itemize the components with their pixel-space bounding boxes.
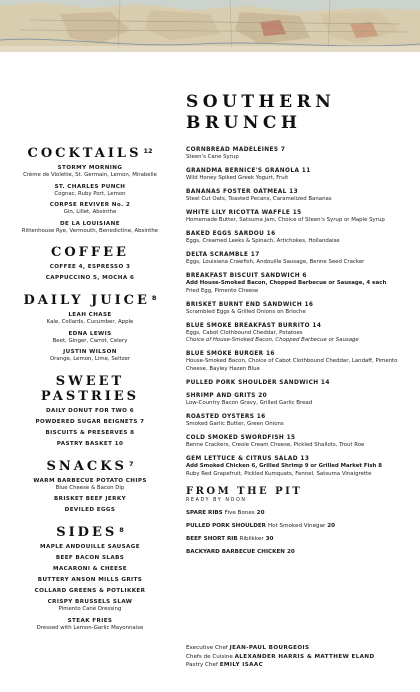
- brunch-item: [186, 188, 414, 204]
- brunch-item: [186, 230, 414, 246]
- item-name: [4, 440, 176, 448]
- brunch-item: [186, 434, 414, 450]
- menu-item: [4, 543, 176, 551]
- pit-title: FROM THE PIT: [186, 486, 303, 497]
- brunch-item: [186, 167, 414, 183]
- item-description: Wild Honey Spiked Greek Yogurt, Fruit: [186, 175, 289, 181]
- item-name: [186, 434, 414, 442]
- section-title-text: COFFEE: [51, 245, 129, 260]
- item-price: 10: [114, 440, 124, 447]
- item-name: [4, 407, 176, 415]
- brunch-item: [186, 146, 414, 162]
- menu-item: [4, 598, 176, 614]
- item-name: [186, 392, 414, 400]
- item-name-text: JUSTIN WILSON: [63, 349, 117, 355]
- pit-item-price: 20: [327, 523, 336, 529]
- item-description: Blue Cheese & Bacon Dip: [55, 484, 125, 491]
- menu-item: [4, 164, 176, 180]
- item-description: Low-Country Bacon Gravy, Grilled Garlic Bread: [186, 400, 313, 406]
- item-price: 17: [250, 252, 260, 258]
- pit-item-name: BACKYARD BARBECUE CHICKEN: [186, 549, 285, 555]
- item-name-text: PASTRY BASKET: [56, 440, 113, 447]
- item-name-text: PULLED PORK SHOULDER SANDWICH: [186, 379, 319, 386]
- item-name-text: SHRIMP AND GRITS: [186, 393, 256, 399]
- menu-item: [4, 274, 176, 282]
- chef-name: EMILY ISAAC: [219, 662, 264, 668]
- menu-section: [4, 374, 176, 448]
- menu-section: [4, 523, 176, 632]
- item-price: 6: [129, 407, 134, 414]
- brunch-item: [186, 272, 414, 295]
- item-name: [4, 201, 176, 209]
- pit-item-price: 30: [265, 536, 274, 542]
- brunch-item: [186, 392, 414, 408]
- item-description: Fried Egg, Pimento Cheese: [186, 287, 259, 294]
- item-name: [4, 274, 176, 282]
- item-name: [186, 379, 414, 387]
- menu-item: [4, 183, 176, 199]
- brunch-item: [186, 322, 414, 345]
- chef-role: Pastry Chef: [186, 662, 218, 668]
- chef-role: Executive Chef: [186, 645, 228, 651]
- menu-item: [4, 576, 176, 584]
- menu-item: [4, 418, 176, 426]
- right-column: [186, 92, 414, 555]
- item-name: [4, 543, 176, 551]
- pit-item-name: SPARE RIBS: [186, 510, 223, 516]
- chef-line: [186, 644, 375, 653]
- menu-item: [4, 587, 176, 595]
- section-title-text: SWEET PASTRIES: [40, 373, 140, 404]
- pit-item-description: Riblikker: [239, 536, 264, 542]
- item-name: [4, 330, 176, 338]
- item-name: [4, 183, 176, 191]
- section-title-text: SIDES: [56, 525, 118, 540]
- item-name-text: CRISPY BRUSSELS SLAW: [47, 599, 133, 605]
- item-name-text: GEM LETTUCE & CITRUS SALAD: [186, 456, 298, 462]
- item-addon: Add House-Smoked Bacon, Chopped Barbecue or Sausage, 4 each: [186, 280, 387, 286]
- item-name: [4, 576, 176, 584]
- section-price: 7: [128, 459, 134, 468]
- item-name: [186, 350, 414, 358]
- item-name: [4, 418, 176, 426]
- item-name-text: BLUE SMOKE BREAKFAST BURRITO: [186, 322, 310, 329]
- item-description: Dressed with Lemon-Garlic Mayonnaise: [36, 624, 144, 631]
- brunch-item: [186, 251, 414, 267]
- item-name-text: BEEF BACON SLABS: [55, 555, 125, 561]
- item-description: Benne Crackers, Creole Cream Cheese, Pickled Shallots, Trout Roe: [186, 442, 365, 448]
- item-price: 7: [280, 147, 286, 153]
- item-price: 16: [266, 231, 276, 237]
- menu-item: [4, 220, 176, 236]
- item-name: [186, 301, 414, 309]
- section-title-text: COCKTAILS: [27, 146, 142, 161]
- item-name-text: CORNBREAD MADELEINES: [186, 147, 279, 153]
- pit-item-description: Hot Smoked Vinegar: [267, 523, 326, 529]
- item-name-text: BREAKFAST BISCUIT SANDWICH: [186, 273, 300, 279]
- section-title: [4, 245, 176, 260]
- map-illustration: [0, 0, 420, 52]
- item-name-text: STORMY MORNING: [57, 165, 123, 171]
- chef-name: ALEXANDER HARRIS & MATTHEW ELAND: [234, 653, 375, 660]
- menu-item: [4, 506, 176, 514]
- item-name: [4, 263, 176, 271]
- item-name: [186, 322, 414, 330]
- brunch-item: [186, 455, 414, 478]
- item-name-text: ST. CHARLES PUNCH: [54, 183, 126, 190]
- pit-list: [186, 510, 414, 555]
- item-name: [186, 251, 414, 259]
- section-title: [4, 291, 176, 308]
- item-name: [4, 587, 176, 595]
- item-description: Scrambled Eggs & Grilled Onions on Brioche: [186, 308, 306, 315]
- section-title: [4, 144, 176, 161]
- item-price: 13: [289, 189, 299, 195]
- item-name-text: BAKED EGGS SARDOU: [186, 231, 265, 237]
- item-name-text: ROASTED OYSTERS: [186, 414, 255, 420]
- item-name: [186, 188, 414, 196]
- pit-subtitle: READY BY NOON: [186, 498, 247, 503]
- item-price: 15: [286, 435, 296, 441]
- item-description: Eggs, Cabot Clothbound Cheddar, Potatoes: [186, 329, 303, 336]
- menu-section: [4, 291, 176, 364]
- item-name-text: DAILY DONUT FOR TWO: [46, 407, 128, 414]
- item-price: 13: [300, 456, 310, 462]
- item-name-text: STEAK FRIES: [67, 617, 113, 624]
- item-addon: Add Smoked Chicken 6, Grilled Shrimp 9 or Grilled Market Fish 8: [186, 463, 383, 469]
- item-name: [4, 348, 176, 356]
- pit-item-price: 20: [256, 510, 265, 516]
- item-name-text: GRANDMA BERNICE'S GRANOLA: [186, 168, 300, 174]
- item-price: 6: [302, 273, 307, 279]
- item-name: [4, 495, 176, 503]
- section-price: 12: [143, 147, 153, 155]
- item-description: Cognac, Ruby Port, Lemon: [54, 190, 126, 197]
- chef-line: [186, 653, 375, 662]
- item-name: [4, 429, 176, 437]
- item-name-text: DE LA LOUISIANE: [60, 220, 120, 227]
- item-name: [4, 565, 176, 573]
- item-name: [4, 477, 176, 485]
- item-name-text: COFFEE 4, ESPRESSO 3: [49, 264, 131, 270]
- item-description: Gin, Lillet, Absinthe: [63, 209, 117, 215]
- item-name-text: MACARONI & CHEESE: [52, 566, 127, 572]
- menu-item: [4, 440, 176, 448]
- item-description: House-Smoked Bacon, Choice of Cabot Clothbound Cheddar, Landaff, Pimento Cheese, Bayley Hazen Blue: [186, 358, 398, 372]
- item-name-text: EDNA LEWIS: [68, 330, 112, 337]
- item-description: Steel Cut Oats, Toasted Pecans, Caramelized Bananas: [186, 196, 332, 202]
- item-price: 7: [140, 418, 145, 425]
- pit-item: [186, 536, 414, 542]
- menu-item: [4, 330, 176, 346]
- item-name-text: WARM BARBECUE POTATO CHIPS: [33, 477, 147, 484]
- item-description-choice: Choice of House-Smoked Bacon, Chopped Barbecue or Sausage: [186, 337, 359, 343]
- item-price: 14: [320, 379, 330, 386]
- pit-item: [186, 549, 414, 555]
- item-name-text: BISCUITS & PRESERVES: [45, 429, 128, 436]
- item-description: Kale, Collards, Cucumber, Apple: [46, 319, 134, 325]
- item-price: 14: [312, 322, 322, 329]
- pit-item-price: 20: [286, 549, 295, 555]
- item-description: Ruby Red Grapefruit, Pickled Kumquats, Fennel, Satsuma Vinaigrette: [186, 470, 372, 477]
- item-description: Crème de Violette, St. Germain, Lemon, Mirabelle: [23, 172, 157, 178]
- item-name-text: CORPSE REVIVER No. 2: [49, 202, 131, 208]
- item-name-text: MAPLE ANDOUILLE SAUSAGE: [40, 544, 140, 550]
- menu-item: [4, 477, 176, 493]
- item-name-text: BUTTERY ANSON MILLS GRITS: [37, 577, 143, 583]
- menu-title-line1: SOUTHERN: [186, 92, 336, 112]
- item-description: Beet, Ginger, Carrot, Celery: [52, 337, 128, 344]
- menu-item: [4, 201, 176, 217]
- item-name-text: WHITE LILY RICOTTA WAFFLE: [186, 210, 291, 216]
- menu-item: [4, 565, 176, 573]
- item-name: [4, 617, 176, 625]
- item-price: 16: [265, 351, 275, 357]
- item-name: [186, 413, 414, 421]
- brunch-item: [186, 209, 414, 225]
- item-price: 16: [304, 301, 314, 308]
- item-name-text: BLUE SMOKE BURGER: [186, 351, 264, 357]
- brunch-item: [186, 350, 414, 373]
- item-name-text: BRISKET BEEF JERKY: [53, 496, 127, 502]
- menu-section: [4, 245, 176, 282]
- brunch-item: [186, 413, 414, 429]
- menu-item: [4, 617, 176, 633]
- item-price: 8: [130, 429, 135, 436]
- pit-item-name: BEEF SHORT RIB: [186, 536, 238, 542]
- item-name: [186, 146, 414, 154]
- item-name: [4, 506, 176, 514]
- menu-item: [4, 311, 176, 327]
- item-description: Orange, Lemon, Lime, Seltzer: [49, 356, 131, 362]
- item-name: [186, 230, 414, 238]
- brunch-item: [186, 301, 414, 317]
- item-description: Smoked Garlic Butter, Green Onions: [186, 421, 284, 427]
- item-name-text: LEAH CHASE: [68, 312, 112, 318]
- menu-title-line2: BRUNCH: [186, 113, 302, 133]
- item-name-text: POWDERED SUGAR BEIGNETS: [35, 418, 138, 425]
- item-name: [4, 220, 176, 228]
- item-price: 11: [301, 168, 311, 174]
- item-name: [4, 164, 176, 172]
- menu-section: [4, 144, 176, 235]
- menu-section: [4, 457, 176, 515]
- item-description: Homemade Butter, Satsuma Jam, Choice of Steen's Syrup or Maple Syrup: [186, 217, 385, 223]
- pit-item-description: Five Bones: [224, 510, 255, 516]
- section-price: 8: [151, 294, 157, 302]
- item-name: [186, 272, 414, 280]
- pit-item-name: PULLED PORK SHOULDER: [186, 523, 266, 529]
- item-description: Pimento Cane Dressing: [58, 606, 122, 612]
- section-title-text: DAILY JUICE: [23, 293, 150, 308]
- pit-item: [186, 523, 414, 529]
- pit-item: [186, 510, 414, 516]
- item-name: [4, 311, 176, 319]
- section-title: [4, 457, 176, 474]
- section-title-text: SNACKS: [46, 458, 127, 474]
- menu-item: [4, 554, 176, 562]
- item-name: [186, 455, 414, 463]
- item-price: 20: [258, 393, 268, 399]
- item-description: Steen's Cane Syrup: [186, 154, 239, 160]
- item-name: [4, 554, 176, 562]
- item-name-text: COLD SMOKED SWORDFISH: [186, 435, 285, 441]
- item-price: 16: [256, 414, 266, 420]
- chef-role: Chefs de Cuisine: [186, 653, 233, 660]
- section-title: [4, 374, 176, 404]
- map-banner: [0, 0, 420, 52]
- chef-name: JEAN-PAUL BOURGEOIS: [229, 645, 310, 651]
- chef-line: [186, 661, 375, 670]
- menu-item: [4, 429, 176, 437]
- item-name: [186, 167, 414, 175]
- brunch-list: [186, 146, 414, 478]
- item-name: [4, 598, 176, 606]
- item-description: Eggs, Creamed Leeks & Spinach, Artichokes, Hollandaise: [186, 238, 340, 244]
- item-name: [186, 209, 414, 217]
- menu-item: [4, 407, 176, 415]
- menu-item: [4, 495, 176, 503]
- chef-credits: [186, 644, 375, 670]
- brunch-item: [186, 379, 414, 387]
- menu-item: [4, 348, 176, 364]
- left-column: [4, 144, 176, 632]
- item-price: 15: [292, 210, 302, 216]
- item-name-text: BANANAS FOSTER OATMEAL: [186, 189, 287, 195]
- item-name-text: DEVILED EGGS: [64, 507, 116, 513]
- section-title: [4, 523, 176, 540]
- item-name-text: CAPPUCCINO 5, MOCHA 6: [45, 275, 135, 281]
- section-price: 8: [119, 526, 124, 534]
- item-description: Rittenhouse Rye, Vermouth, Benedictine, Absinthe: [21, 227, 159, 234]
- item-name-text: COLLARD GREENS & POTLIKKER: [34, 588, 146, 594]
- menu-item: [4, 263, 176, 271]
- item-description: Eggs, Louisiana Crawfish, Andouille Sausage, Benne Seed Cracker: [186, 259, 365, 265]
- item-name-text: BRISKET BURNT END SANDWICH: [186, 301, 303, 308]
- item-name-text: DELTA SCRAMBLE: [186, 252, 249, 258]
